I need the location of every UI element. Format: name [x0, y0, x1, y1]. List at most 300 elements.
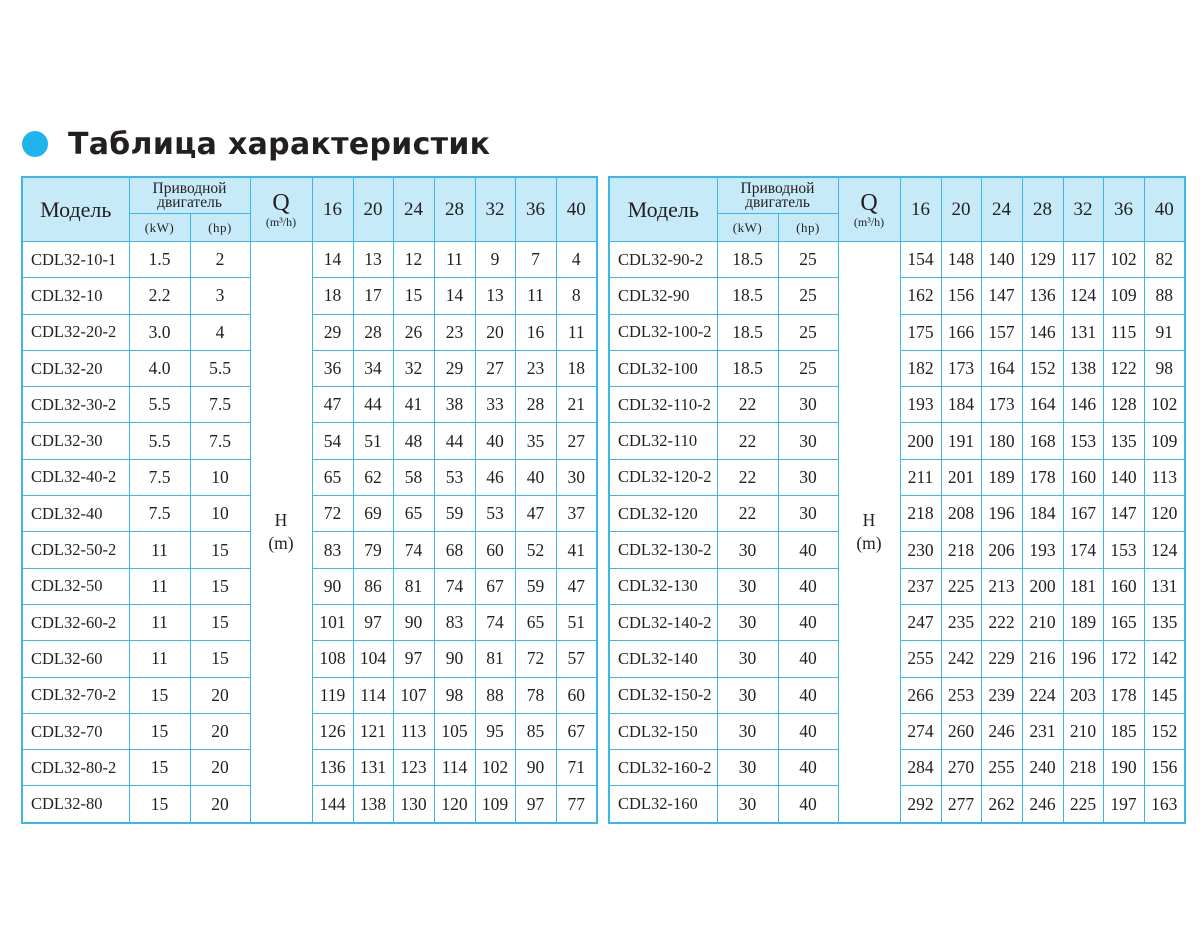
- power-kw-cell: 7.5: [129, 459, 190, 495]
- head-value-cell: 13: [353, 242, 393, 278]
- head-value-cell: 82: [1144, 242, 1185, 278]
- head-value-cell: 277: [941, 786, 981, 823]
- flow-header-16: 16: [312, 177, 353, 242]
- model-cell: CDL32-40: [22, 496, 129, 532]
- model-cell: CDL32-60-2: [22, 604, 129, 640]
- power-hp-cell: 40: [778, 677, 838, 713]
- head-value-cell: 196: [981, 496, 1022, 532]
- head-value-cell: 48: [393, 423, 434, 459]
- head-value-cell: 239: [981, 677, 1022, 713]
- head-value-cell: 210: [1063, 713, 1103, 749]
- head-value-cell: 83: [312, 532, 353, 568]
- head-value-cell: 23: [434, 314, 475, 350]
- head-unit: (m): [268, 532, 294, 553]
- head-value-cell: 101: [312, 604, 353, 640]
- head-value-cell: 65: [312, 459, 353, 495]
- head-value-cell: 34: [353, 350, 393, 386]
- head-value-cell: 46: [475, 459, 515, 495]
- power-hp-cell: 15: [190, 568, 250, 604]
- motor-column-header: Приводной двигатель: [717, 177, 838, 214]
- power-hp-cell: 40: [778, 786, 838, 823]
- head-value-cell: 218: [1063, 750, 1103, 786]
- power-kw-cell: 15: [129, 677, 190, 713]
- head-value-cell: 102: [1144, 387, 1185, 423]
- head-value-cell: 104: [353, 641, 393, 677]
- head-value-cell: 140: [981, 242, 1022, 278]
- power-kw-cell: 1.5: [129, 242, 190, 278]
- head-value-cell: 113: [1144, 459, 1185, 495]
- model-cell: CDL32-30-2: [22, 387, 129, 423]
- head-value-cell: 266: [900, 677, 941, 713]
- model-cell: CDL32-140-2: [609, 604, 717, 640]
- head-value-cell: 41: [556, 532, 597, 568]
- head-value-cell: 14: [434, 278, 475, 314]
- head-value-cell: 164: [981, 350, 1022, 386]
- head-value-cell: 51: [353, 423, 393, 459]
- power-hp-cell: 40: [778, 532, 838, 568]
- head-value-cell: 178: [1022, 459, 1063, 495]
- head-value-cell: 126: [312, 713, 353, 749]
- power-hp-cell: 10: [190, 496, 250, 532]
- power-hp-cell: 15: [190, 532, 250, 568]
- model-cell: CDL32-150-2: [609, 677, 717, 713]
- head-value-cell: 117: [1063, 242, 1103, 278]
- head-value-cell: 172: [1103, 641, 1144, 677]
- head-value-cell: 27: [475, 350, 515, 386]
- head-value-cell: 208: [941, 496, 981, 532]
- power-kw-cell: 22: [717, 496, 778, 532]
- head-value-cell: 109: [1144, 423, 1185, 459]
- head-value-cell: 97: [393, 641, 434, 677]
- head-value-cell: 52: [515, 532, 556, 568]
- head-value-cell: 146: [1022, 314, 1063, 350]
- model-cell: CDL32-50-2: [22, 532, 129, 568]
- head-value-cell: 203: [1063, 677, 1103, 713]
- hp-unit-header: (hp): [190, 214, 250, 242]
- power-hp-cell: 20: [190, 786, 250, 823]
- head-value-cell: 166: [941, 314, 981, 350]
- head-value-cell: 136: [1022, 278, 1063, 314]
- power-kw-cell: 5.5: [129, 423, 190, 459]
- head-value-cell: 193: [900, 387, 941, 423]
- head-value-cell: 11: [556, 314, 597, 350]
- head-value-cell: 173: [941, 350, 981, 386]
- head-value-cell: 72: [312, 496, 353, 532]
- power-hp-cell: 40: [778, 713, 838, 749]
- model-cell: CDL32-70: [22, 713, 129, 749]
- power-kw-cell: 2.2: [129, 278, 190, 314]
- head-value-cell: 59: [434, 496, 475, 532]
- head-value-cell: 182: [900, 350, 941, 386]
- head-value-cell: 160: [1103, 568, 1144, 604]
- power-kw-cell: 15: [129, 786, 190, 823]
- head-value-cell: 153: [1103, 532, 1144, 568]
- power-kw-cell: 30: [717, 750, 778, 786]
- head-value-cell: 79: [353, 532, 393, 568]
- head-value-cell: 146: [1063, 387, 1103, 423]
- head-value-cell: 54: [312, 423, 353, 459]
- spec-table-right: [608, 176, 1186, 824]
- power-kw-cell: 18.5: [717, 314, 778, 350]
- model-cell: CDL32-40-2: [22, 459, 129, 495]
- power-kw-cell: 18.5: [717, 350, 778, 386]
- head-value-cell: 189: [1063, 604, 1103, 640]
- head-value-cell: 160: [1063, 459, 1103, 495]
- head-value-cell: 60: [475, 532, 515, 568]
- model-cell: CDL32-90: [609, 278, 717, 314]
- flow-header-16: 16: [900, 177, 941, 242]
- power-kw-cell: 30: [717, 677, 778, 713]
- power-hp-cell: 25: [778, 242, 838, 278]
- head-value-cell: 18: [312, 278, 353, 314]
- head-value-cell: 284: [900, 750, 941, 786]
- head-value-cell: 12: [393, 242, 434, 278]
- model-cell: CDL32-70-2: [22, 677, 129, 713]
- head-value-cell: 98: [434, 677, 475, 713]
- head-value-cell: 90: [434, 641, 475, 677]
- head-value-cell: 128: [1103, 387, 1144, 423]
- power-hp-cell: 30: [778, 496, 838, 532]
- power-kw-cell: 5.5: [129, 387, 190, 423]
- power-hp-cell: 5.5: [190, 350, 250, 386]
- model-cell: CDL32-120-2: [609, 459, 717, 495]
- head-value-cell: 57: [556, 641, 597, 677]
- head-value-cell: 174: [1063, 532, 1103, 568]
- power-hp-cell: 4: [190, 314, 250, 350]
- head-value-cell: 109: [1103, 278, 1144, 314]
- q-unit: (m³/h): [265, 214, 297, 229]
- head-value-cell: 210: [1022, 604, 1063, 640]
- head-value-cell: 119: [312, 677, 353, 713]
- head-value-cell: 98: [1144, 350, 1185, 386]
- model-cell: CDL32-100: [609, 350, 717, 386]
- model-cell: CDL32-20: [22, 350, 129, 386]
- flow-header-24: 24: [981, 177, 1022, 242]
- flow-rate-header: [838, 177, 900, 242]
- model-cell: CDL32-100-2: [609, 314, 717, 350]
- model-cell: CDL32-90-2: [609, 242, 717, 278]
- head-value-cell: 41: [393, 387, 434, 423]
- head-value-cell: 86: [353, 568, 393, 604]
- head-value-cell: 138: [353, 786, 393, 823]
- head-value-cell: 108: [312, 641, 353, 677]
- power-kw-cell: 3.0: [129, 314, 190, 350]
- head-value-cell: 191: [941, 423, 981, 459]
- head-value-cell: 229: [981, 641, 1022, 677]
- head-value-cell: 218: [941, 532, 981, 568]
- head-value-cell: 29: [312, 314, 353, 350]
- head-value-cell: 78: [515, 677, 556, 713]
- head-value-cell: 200: [1022, 568, 1063, 604]
- head-value-cell: 224: [1022, 677, 1063, 713]
- head-value-cell: 29: [434, 350, 475, 386]
- head-value-cell: 71: [556, 750, 597, 786]
- model-cell: CDL32-30: [22, 423, 129, 459]
- head-value-cell: 131: [1063, 314, 1103, 350]
- head-value-cell: 33: [475, 387, 515, 423]
- power-hp-cell: 40: [778, 568, 838, 604]
- head-value-cell: 152: [1144, 713, 1185, 749]
- table-row: [609, 242, 1185, 278]
- head-value-cell: 114: [353, 677, 393, 713]
- kw-unit-header: (kW): [129, 214, 190, 242]
- power-hp-cell: 20: [190, 713, 250, 749]
- head-value-cell: 200: [900, 423, 941, 459]
- head-value-cell: 102: [475, 750, 515, 786]
- head-value-cell: 152: [1022, 350, 1063, 386]
- flow-header-28: 28: [434, 177, 475, 242]
- model-cell: CDL32-50: [22, 568, 129, 604]
- head-value-cell: 38: [434, 387, 475, 423]
- head-value-cell: 13: [475, 278, 515, 314]
- head-value-cell: 60: [556, 677, 597, 713]
- head-value-cell: 216: [1022, 641, 1063, 677]
- head-value-cell: 120: [1144, 496, 1185, 532]
- head-value-cell: 123: [393, 750, 434, 786]
- head-value-cell: 77: [556, 786, 597, 823]
- power-kw-cell: 4.0: [129, 350, 190, 386]
- power-hp-cell: 30: [778, 423, 838, 459]
- head-value-cell: 124: [1063, 278, 1103, 314]
- power-kw-cell: 30: [717, 568, 778, 604]
- head-value-cell: 131: [1144, 568, 1185, 604]
- head-value-cell: 115: [1103, 314, 1144, 350]
- head-value-cell: 274: [900, 713, 941, 749]
- power-hp-cell: 40: [778, 750, 838, 786]
- head-value-cell: 181: [1063, 568, 1103, 604]
- head-value-cell: 270: [941, 750, 981, 786]
- table-row: [22, 242, 597, 278]
- head-value-cell: 131: [353, 750, 393, 786]
- head-value-cell: 68: [434, 532, 475, 568]
- head-value-cell: 144: [312, 786, 353, 823]
- power-hp-cell: 40: [778, 604, 838, 640]
- head-value-cell: 237: [900, 568, 941, 604]
- flow-header-20: 20: [941, 177, 981, 242]
- flow-header-28: 28: [1022, 177, 1063, 242]
- power-kw-cell: 15: [129, 750, 190, 786]
- head-value-cell: 184: [1022, 496, 1063, 532]
- power-hp-cell: 30: [778, 459, 838, 495]
- head-value-cell: 189: [981, 459, 1022, 495]
- head-value-cell: 206: [981, 532, 1022, 568]
- head-value-cell: 105: [434, 713, 475, 749]
- flow-header-36: 36: [1103, 177, 1144, 242]
- kw-unit-header: (kW): [717, 214, 778, 242]
- head-value-cell: 201: [941, 459, 981, 495]
- head-value-cell: 175: [900, 314, 941, 350]
- power-kw-cell: 30: [717, 532, 778, 568]
- head-value-cell: 40: [515, 459, 556, 495]
- power-hp-cell: 2: [190, 242, 250, 278]
- head-value-cell: 235: [941, 604, 981, 640]
- power-kw-cell: 22: [717, 459, 778, 495]
- power-kw-cell: 18.5: [717, 242, 778, 278]
- head-value-cell: 255: [981, 750, 1022, 786]
- head-value-cell: 178: [1103, 677, 1144, 713]
- model-cell: CDL32-160: [609, 786, 717, 823]
- model-cell: CDL32-10-1: [22, 242, 129, 278]
- head-value-cell: 163: [1144, 786, 1185, 823]
- head-value-cell: 168: [1022, 423, 1063, 459]
- power-hp-cell: 10: [190, 459, 250, 495]
- head-value-cell: 27: [556, 423, 597, 459]
- model-cell: CDL32-130: [609, 568, 717, 604]
- head-value-cell: 65: [393, 496, 434, 532]
- head-value-cell: 184: [941, 387, 981, 423]
- power-kw-cell: 11: [129, 532, 190, 568]
- head-value-cell: 225: [941, 568, 981, 604]
- head-value-cell: 81: [475, 641, 515, 677]
- head-value-cell: 9: [475, 242, 515, 278]
- head-value-cell: 255: [900, 641, 941, 677]
- head-value-cell: 95: [475, 713, 515, 749]
- head-value-cell: 225: [1063, 786, 1103, 823]
- head-value-cell: 62: [353, 459, 393, 495]
- head-value-cell: 74: [393, 532, 434, 568]
- head-value-cell: 124: [1144, 532, 1185, 568]
- model-cell: CDL32-120: [609, 496, 717, 532]
- head-value-cell: 67: [475, 568, 515, 604]
- head-value-cell: 147: [981, 278, 1022, 314]
- spec-table-left: [21, 176, 598, 824]
- power-hp-cell: 3: [190, 278, 250, 314]
- head-value-cell: 222: [981, 604, 1022, 640]
- head-value-cell: 14: [312, 242, 353, 278]
- head-value-cell: 90: [393, 604, 434, 640]
- head-value-cell: 58: [393, 459, 434, 495]
- head-value-cell: 32: [393, 350, 434, 386]
- head-value-cell: 15: [393, 278, 434, 314]
- head-value-cell: 90: [515, 750, 556, 786]
- head-value-cell: 173: [981, 387, 1022, 423]
- head-label-cell: [250, 242, 312, 823]
- head-value-cell: 16: [515, 314, 556, 350]
- head-value-cell: 85: [515, 713, 556, 749]
- hp-unit-header: (hp): [778, 214, 838, 242]
- q-unit: (m³/h): [853, 214, 885, 229]
- head-value-cell: 231: [1022, 713, 1063, 749]
- head-value-cell: 53: [475, 496, 515, 532]
- model-cell: CDL32-10: [22, 278, 129, 314]
- head-value-cell: 185: [1103, 713, 1144, 749]
- head-value-cell: 65: [515, 604, 556, 640]
- power-hp-cell: 20: [190, 677, 250, 713]
- head-value-cell: 17: [353, 278, 393, 314]
- head-value-cell: 114: [434, 750, 475, 786]
- head-value-cell: 44: [434, 423, 475, 459]
- head-value-cell: 246: [981, 713, 1022, 749]
- head-value-cell: 162: [900, 278, 941, 314]
- model-column-header: Модель: [22, 177, 129, 242]
- head-value-cell: 59: [515, 568, 556, 604]
- head-value-cell: 21: [556, 387, 597, 423]
- model-cell: CDL32-130-2: [609, 532, 717, 568]
- model-cell: CDL32-60: [22, 641, 129, 677]
- head-value-cell: 260: [941, 713, 981, 749]
- head-value-cell: 147: [1103, 496, 1144, 532]
- head-value-cell: 72: [515, 641, 556, 677]
- power-kw-cell: 7.5: [129, 496, 190, 532]
- power-hp-cell: 7.5: [190, 387, 250, 423]
- head-value-cell: 196: [1063, 641, 1103, 677]
- head-value-cell: 88: [475, 677, 515, 713]
- power-kw-cell: 30: [717, 604, 778, 640]
- head-value-cell: 35: [515, 423, 556, 459]
- flow-header-20: 20: [353, 177, 393, 242]
- head-value-cell: 148: [941, 242, 981, 278]
- head-value-cell: 140: [1103, 459, 1144, 495]
- head-value-cell: 102: [1103, 242, 1144, 278]
- head-value-cell: 109: [475, 786, 515, 823]
- power-hp-cell: 25: [778, 314, 838, 350]
- power-kw-cell: 22: [717, 387, 778, 423]
- head-value-cell: 122: [1103, 350, 1144, 386]
- head-value-cell: 7: [515, 242, 556, 278]
- q-symbol: Q: [272, 189, 290, 216]
- power-hp-cell: 15: [190, 604, 250, 640]
- head-value-cell: 44: [353, 387, 393, 423]
- head-value-cell: 240: [1022, 750, 1063, 786]
- head-value-cell: 74: [475, 604, 515, 640]
- head-value-cell: 69: [353, 496, 393, 532]
- flow-header-40: 40: [1144, 177, 1185, 242]
- head-value-cell: 51: [556, 604, 597, 640]
- power-hp-cell: 40: [778, 641, 838, 677]
- head-value-cell: 213: [981, 568, 1022, 604]
- head-value-cell: 11: [434, 242, 475, 278]
- head-value-cell: 154: [900, 242, 941, 278]
- head-value-cell: 167: [1063, 496, 1103, 532]
- head-value-cell: 28: [353, 314, 393, 350]
- power-kw-cell: 30: [717, 641, 778, 677]
- head-symbol: H: [274, 509, 288, 530]
- head-value-cell: 138: [1063, 350, 1103, 386]
- head-value-cell: 28: [515, 387, 556, 423]
- model-cell: CDL32-140: [609, 641, 717, 677]
- bullet-dot-icon: [22, 131, 48, 157]
- head-value-cell: 8: [556, 278, 597, 314]
- head-value-cell: 190: [1103, 750, 1144, 786]
- head-value-cell: 218: [900, 496, 941, 532]
- head-value-cell: 107: [393, 677, 434, 713]
- head-value-cell: 67: [556, 713, 597, 749]
- model-cell: CDL32-150: [609, 713, 717, 749]
- head-value-cell: 145: [1144, 677, 1185, 713]
- head-value-cell: 197: [1103, 786, 1144, 823]
- model-cell: CDL32-160-2: [609, 750, 717, 786]
- power-kw-cell: 30: [717, 713, 778, 749]
- power-kw-cell: 11: [129, 604, 190, 640]
- power-hp-cell: 15: [190, 641, 250, 677]
- head-value-cell: 30: [556, 459, 597, 495]
- flow-header-32: 32: [475, 177, 515, 242]
- head-value-cell: 20: [475, 314, 515, 350]
- head-value-cell: 90: [312, 568, 353, 604]
- head-value-cell: 211: [900, 459, 941, 495]
- power-kw-cell: 11: [129, 641, 190, 677]
- head-unit: (m): [856, 532, 882, 553]
- head-value-cell: 292: [900, 786, 941, 823]
- head-value-cell: 193: [1022, 532, 1063, 568]
- head-value-cell: 97: [353, 604, 393, 640]
- model-cell: CDL32-80-2: [22, 750, 129, 786]
- head-value-cell: 91: [1144, 314, 1185, 350]
- head-value-cell: 247: [900, 604, 941, 640]
- head-value-cell: 53: [434, 459, 475, 495]
- power-kw-cell: 18.5: [717, 278, 778, 314]
- power-hp-cell: 7.5: [190, 423, 250, 459]
